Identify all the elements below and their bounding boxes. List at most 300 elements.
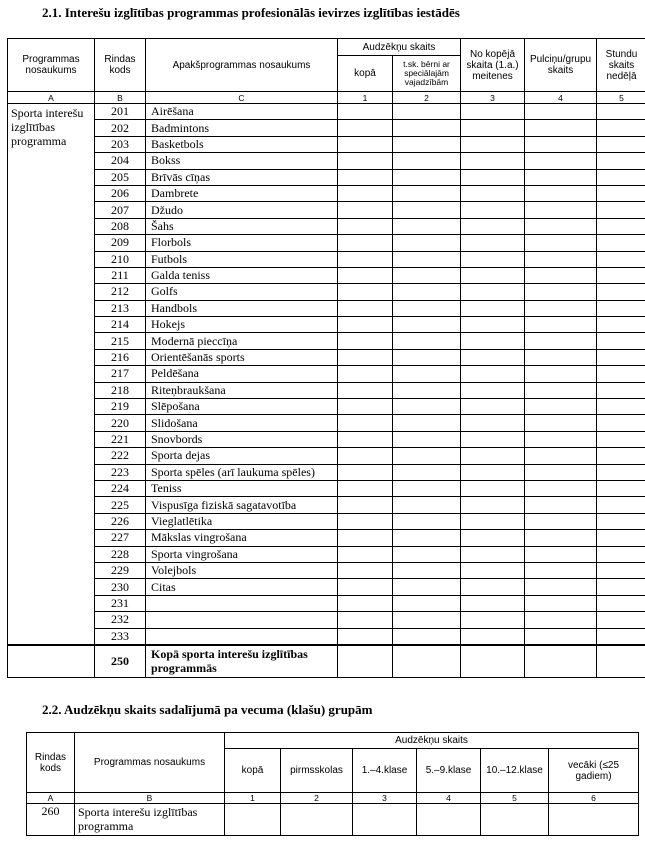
value-cell[interactable] [338,235,393,251]
value-cell[interactable] [338,431,393,447]
t2-value-cell[interactable] [225,804,281,836]
row-code: 211 [95,267,146,283]
value-cell[interactable] [525,382,597,398]
value-cell[interactable] [393,218,461,234]
value-cell[interactable] [461,628,525,645]
value-cell[interactable] [525,399,597,415]
value-cell[interactable] [338,267,393,283]
header-girls: No kopējā skaita (1.a.) meitenes [461,39,525,92]
t1-column-letter: 3 [461,92,525,104]
total-program-cell [8,645,95,678]
value-cell[interactable] [461,415,525,431]
t2-column-letter: 5 [481,793,549,804]
value-cell[interactable] [461,595,525,611]
value-cell[interactable] [461,480,525,496]
subprogram-name: Golfs [146,284,338,300]
value-cell[interactable] [393,448,461,464]
value-cell[interactable] [461,218,525,234]
value-cell[interactable] [597,349,645,365]
value-cell[interactable] [597,300,645,316]
t2-value-cell[interactable] [281,804,353,836]
value-cell[interactable] [525,464,597,480]
value-cell[interactable] [525,480,597,496]
value-cell[interactable] [338,464,393,480]
value-cell[interactable] [461,497,525,513]
total-value-cell[interactable] [338,645,393,678]
value-cell[interactable] [393,480,461,496]
t1-column-letter: 5 [597,92,645,104]
total-value-cell[interactable] [525,645,597,678]
table-row [8,382,645,398]
value-cell[interactable] [338,284,393,300]
value-cell[interactable] [597,235,645,251]
t2-value-cell[interactable] [549,804,639,836]
value-cell[interactable] [461,120,525,136]
t2-column-letters-row [27,793,639,804]
value-cell[interactable] [338,185,393,201]
subprogram-name: Dambrete [146,185,338,201]
value-cell[interactable] [461,169,525,185]
row-code: 204 [95,153,146,169]
t2-header-program: Programmas nosaukums [75,733,225,793]
t2-header-preschool: pirmsskolas [281,749,353,793]
value-cell[interactable] [393,169,461,185]
value-cell[interactable] [461,317,525,333]
table-row [8,530,645,546]
t2-header-grades-5-9: 5.–9.klase [417,749,481,793]
value-cell[interactable] [525,104,597,120]
table-row [8,136,645,152]
value-cell[interactable] [525,251,597,267]
value-cell[interactable] [393,251,461,267]
header-special-needs: t.sk. bērni ar speciālajām vajadzībām [393,56,461,92]
subprogram-name: Slidošana [146,415,338,431]
total-value-cell[interactable] [461,645,525,678]
subprogram-name: Vispusīga fiziskā sagatavotība [146,497,338,513]
value-cell[interactable] [525,612,597,628]
value-cell[interactable] [338,579,393,595]
t2-header-students: Audzēkņu skaits [225,733,639,749]
subprogram-name [146,612,338,628]
row-code: 231 [95,595,146,611]
value-cell[interactable] [393,546,461,562]
section-2-title: 2.2. Audzēkņu skaits sadalījumā pa vecuma (klašu) grupām [42,702,373,717]
row-code: 226 [95,513,146,529]
row-code: 228 [95,546,146,562]
subprogram-name: Sporta spēles (arī laukuma spēles) [146,464,338,480]
value-cell[interactable] [597,628,645,645]
value-cell[interactable] [393,612,461,628]
row-code: 227 [95,530,146,546]
subprogram-name [146,628,338,645]
table-row [8,169,645,185]
value-cell[interactable] [393,366,461,382]
row-code: 218 [95,382,146,398]
total-value-cell[interactable] [393,645,461,678]
value-cell[interactable] [393,120,461,136]
value-cell[interactable] [461,251,525,267]
value-cell[interactable] [461,579,525,595]
value-cell[interactable] [393,415,461,431]
t2-row-code: 260 [27,804,75,836]
value-cell[interactable] [597,333,645,349]
table-row [8,185,645,201]
value-cell[interactable] [461,104,525,120]
row-code: 202 [95,120,146,136]
value-cell[interactable] [338,480,393,496]
row-code: 213 [95,300,146,316]
value-cell[interactable] [461,513,525,529]
value-cell[interactable] [461,448,525,464]
value-cell[interactable] [338,628,393,645]
value-cell[interactable] [525,530,597,546]
row-code: 209 [95,235,146,251]
subprogram-name: Airēšana [146,104,338,120]
value-cell[interactable] [461,399,525,415]
subprogram-name: Šahs [146,218,338,234]
value-cell[interactable] [525,366,597,382]
t1-column-letter: 1 [338,92,393,104]
t2-value-cell[interactable] [481,804,549,836]
value-cell[interactable] [597,546,645,562]
subprogram-name: Handbols [146,300,338,316]
value-cell[interactable] [597,415,645,431]
value-cell[interactable] [525,513,597,529]
subprogram-name: Galda teniss [146,267,338,283]
value-cell[interactable] [525,120,597,136]
value-cell[interactable] [393,382,461,398]
value-cell[interactable] [338,530,393,546]
value-cell[interactable] [461,562,525,578]
table-row [8,317,645,333]
row-code: 230 [95,579,146,595]
table-row [8,628,645,645]
t2-column-letter: 4 [417,793,481,804]
table-row [8,546,645,562]
value-cell[interactable] [461,267,525,283]
row-code: 225 [95,497,146,513]
value-cell[interactable] [597,218,645,234]
t2-header-older: vecāki (≤25 gadiem) [549,749,639,793]
value-cell[interactable] [461,530,525,546]
value-cell[interactable] [597,366,645,382]
header-total: kopā [338,56,393,92]
value-cell[interactable] [393,185,461,201]
value-cell[interactable] [597,480,645,496]
value-cell[interactable] [525,415,597,431]
t2-value-cell[interactable] [353,804,417,836]
subprogram-name: Vieglatlētika [146,513,338,529]
value-cell[interactable] [525,300,597,316]
value-cell[interactable] [338,202,393,218]
value-cell[interactable] [525,349,597,365]
value-cell[interactable] [525,267,597,283]
subprogram-name: Hokejs [146,317,338,333]
t2-program-name: Sporta interešu izglītības programma [75,804,225,836]
value-cell[interactable] [393,513,461,529]
value-cell[interactable] [597,185,645,201]
age-groups-table [26,732,639,836]
value-cell[interactable] [393,300,461,316]
t2-column-letter: 1 [225,793,281,804]
row-code: 224 [95,480,146,496]
value-cell[interactable] [597,104,645,120]
value-cell[interactable] [597,202,645,218]
value-cell[interactable] [338,136,393,152]
value-cell[interactable] [338,218,393,234]
table-row [8,251,645,267]
value-cell[interactable] [525,595,597,611]
table-row [8,333,645,349]
value-cell[interactable] [597,579,645,595]
value-cell[interactable] [597,497,645,513]
table-row [8,120,645,136]
table-row [8,202,645,218]
table-row [8,579,645,595]
row-code: 205 [95,169,146,185]
value-cell[interactable] [393,333,461,349]
value-cell[interactable] [461,284,525,300]
value-cell[interactable] [393,464,461,480]
program-name: Sporta interešu izglītības programma [8,104,95,645]
value-cell[interactable] [525,202,597,218]
value-cell[interactable] [393,628,461,645]
value-cell[interactable] [338,382,393,398]
row-code: 233 [95,628,146,645]
t2-column-letter: 6 [549,793,639,804]
table-row [8,562,645,578]
subprogram-name: Basketbols [146,136,338,152]
section-1-title: 2.1. Interešu izglītības programmas profesionālās ievirzes izglītības iestādēs [42,5,460,20]
row-code: 223 [95,464,146,480]
value-cell[interactable] [461,431,525,447]
t1-column-letter: C [146,92,338,104]
row-code: 207 [95,202,146,218]
row-code: 210 [95,251,146,267]
row-code: 208 [95,218,146,234]
total-value-cell[interactable] [597,645,645,678]
value-cell[interactable] [597,317,645,333]
subprogram-name: Badmintons [146,120,338,136]
value-cell[interactable] [338,448,393,464]
value-cell[interactable] [338,120,393,136]
value-cell[interactable] [338,169,393,185]
value-cell[interactable] [525,218,597,234]
header-students: Audzēkņu skaits [338,39,461,56]
value-cell[interactable] [338,104,393,120]
value-cell[interactable] [525,546,597,562]
t2-header-row-code: Rindas kods [27,733,75,793]
subprogram-name: Orientēšanās sports [146,349,338,365]
subprogram-name: Bokss [146,153,338,169]
t1-column-letter: 4 [525,92,597,104]
value-cell[interactable] [338,317,393,333]
t1-column-letter: 2 [393,92,461,104]
table-row [8,267,645,283]
value-cell[interactable] [393,562,461,578]
value-cell[interactable] [597,530,645,546]
value-cell[interactable] [597,595,645,611]
value-cell[interactable] [461,300,525,316]
table-row [8,448,645,464]
t1-column-letter: B [95,92,146,104]
value-cell[interactable] [525,448,597,464]
value-cell[interactable] [338,300,393,316]
value-cell[interactable] [393,267,461,283]
table-row [8,431,645,447]
value-cell[interactable] [393,284,461,300]
value-cell[interactable] [461,202,525,218]
subprogram-name: Slēpošana [146,399,338,415]
value-cell[interactable] [461,136,525,152]
value-cell[interactable] [525,136,597,152]
t2-header-grades-1-4: 1.–4.klase [353,749,417,793]
header-hours: Stundu skaits nedēļā [597,39,645,92]
subprogram-name: Riteņbraukšana [146,382,338,398]
value-cell[interactable] [525,169,597,185]
subprogram-name: Mākslas vingrošana [146,530,338,546]
value-cell[interactable] [525,431,597,447]
value-cell[interactable] [461,464,525,480]
row-code: 217 [95,366,146,382]
value-cell[interactable] [338,366,393,382]
t2-column-letter: 2 [281,793,353,804]
value-cell[interactable] [597,399,645,415]
value-cell[interactable] [393,579,461,595]
value-cell[interactable] [525,333,597,349]
value-cell[interactable] [525,317,597,333]
row-code: 215 [95,333,146,349]
value-cell[interactable] [338,399,393,415]
value-cell[interactable] [461,382,525,398]
value-cell[interactable] [338,546,393,562]
column-letters-row [8,92,645,104]
table-row [8,399,645,415]
value-cell[interactable] [461,349,525,365]
subprogram-name: Sporta dejas [146,448,338,464]
value-cell[interactable] [461,333,525,349]
value-cell[interactable] [393,235,461,251]
value-cell[interactable] [338,333,393,349]
t2-value-cell[interactable] [417,804,481,836]
value-cell[interactable] [597,513,645,529]
value-cell[interactable] [338,595,393,611]
row-code: 216 [95,349,146,365]
total-row-code: 250 [95,645,146,678]
subprogram-name: Volejbols [146,562,338,578]
table-row [8,104,645,120]
value-cell[interactable] [393,497,461,513]
value-cell[interactable] [597,251,645,267]
t2-header-grades-10-12: 10.–12.klase [481,749,549,793]
value-cell[interactable] [461,546,525,562]
value-cell[interactable] [597,431,645,447]
value-cell[interactable] [525,153,597,169]
value-cell[interactable] [393,530,461,546]
value-cell[interactable] [338,251,393,267]
value-cell[interactable] [393,153,461,169]
value-cell[interactable] [597,448,645,464]
value-cell[interactable] [338,513,393,529]
value-cell[interactable] [597,267,645,283]
table-row [8,497,645,513]
total-row-label: Kopā sporta interešu izglītības programmās [146,645,338,678]
value-cell[interactable] [393,595,461,611]
value-cell[interactable] [393,136,461,152]
value-cell[interactable] [338,153,393,169]
value-cell[interactable] [338,349,393,365]
row-code: 203 [95,136,146,152]
value-cell[interactable] [597,562,645,578]
value-cell[interactable] [525,562,597,578]
table-row [8,513,645,529]
table-row [8,612,645,628]
subprogram-name: Snovbords [146,431,338,447]
value-cell[interactable] [525,628,597,645]
table-row [8,349,645,365]
value-cell[interactable] [597,136,645,152]
value-cell[interactable] [597,612,645,628]
row-code: 206 [95,185,146,201]
value-cell[interactable] [338,497,393,513]
row-code: 212 [95,284,146,300]
total-row [8,645,645,678]
value-cell[interactable] [461,185,525,201]
value-cell[interactable] [597,382,645,398]
t2-header-total: kopā [225,749,281,793]
value-cell[interactable] [461,366,525,382]
value-cell[interactable] [597,120,645,136]
value-cell[interactable] [525,185,597,201]
table-row [8,300,645,316]
row-code: 222 [95,448,146,464]
value-cell[interactable] [393,349,461,365]
t1-column-letter: A [8,92,95,104]
value-cell[interactable] [597,169,645,185]
value-cell[interactable] [393,399,461,415]
value-cell[interactable] [338,612,393,628]
value-cell[interactable] [393,202,461,218]
value-cell[interactable] [338,562,393,578]
subprogram-name: Peldēšana [146,366,338,382]
subprogram-name [146,595,338,611]
value-cell[interactable] [393,317,461,333]
value-cell[interactable] [597,153,645,169]
value-cell[interactable] [525,497,597,513]
value-cell[interactable] [525,235,597,251]
table-row [8,235,645,251]
value-cell[interactable] [461,153,525,169]
header-row-code: Rindas kods [95,39,146,92]
subprogram-name: Citas [146,579,338,595]
row-code: 221 [95,431,146,447]
value-cell[interactable] [461,612,525,628]
value-cell[interactable] [393,104,461,120]
value-cell[interactable] [525,284,597,300]
row-code: 232 [95,612,146,628]
row-code: 214 [95,317,146,333]
value-cell[interactable] [597,464,645,480]
value-cell[interactable] [393,431,461,447]
value-cell[interactable] [461,235,525,251]
row-code: 219 [95,399,146,415]
value-cell[interactable] [597,284,645,300]
value-cell[interactable] [338,415,393,431]
value-cell[interactable] [525,579,597,595]
table-row [8,218,645,234]
table-row [8,415,645,431]
subprogram-name: Sporta vingrošana [146,546,338,562]
